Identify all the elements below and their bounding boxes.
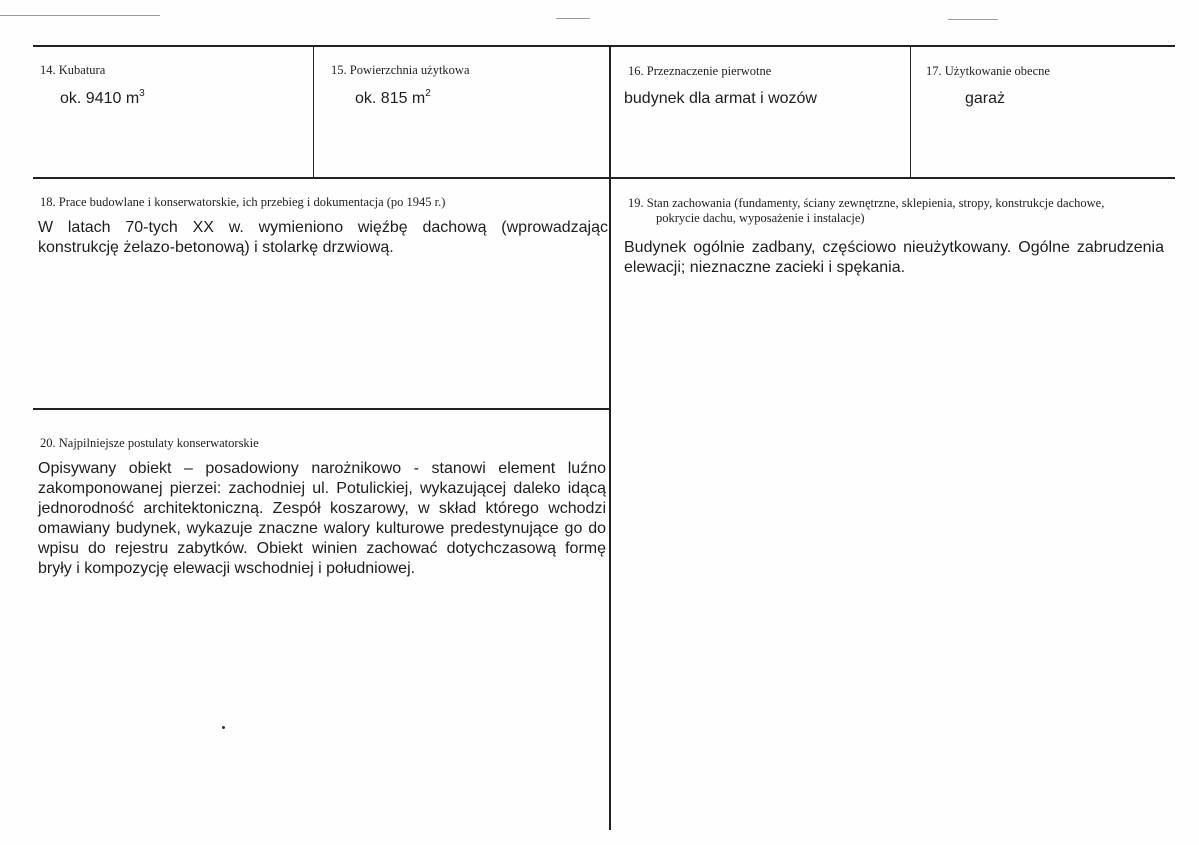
przeznaczenie-value: budynek dla armat i wozów: [624, 90, 817, 107]
section-18-bottom-border: [33, 408, 610, 410]
stan-value: Budynek ogólnie zadbany, częściowo nieużytkowany. Ogólne zabrudzenia elewacji; nieznaczne zacieki i spękania.: [624, 239, 1164, 276]
divider-16-17: [910, 45, 911, 178]
table-top-border: [33, 45, 1175, 47]
postulaty-label: 20. Najpilniejsze postulaty konserwatorskie: [40, 436, 259, 450]
row1-bottom-border: [33, 177, 1175, 179]
scan-speck: [222, 726, 225, 729]
stan-label: 19. Stan zachowania (fundamenty, ściany zewnętrzne, sklepienia, stropy, konstrukcje dachowe, pokrycie dachu, wyposażenie i instalacje): [628, 196, 1105, 225]
powierzchnia-unit-exponent: 2: [425, 88, 431, 99]
kubatura-value: [60, 89, 145, 109]
postulaty-value: Opisywany obiekt – posadowiony narożnikowo - stanowi element luźno zakomponowanej pierzei: zachodniej ul. Potulickiej, wykazującej daleko idącą jednorodność architektoniczną. Zespół koszarowy, w skład którego wchodzi omawiany budynek, wykazuje znaczne walory kulturowe predestynujące go do wpisu do rejestru zabytków. Obiekt winien zachować dotychczasową formę bryły i kompozycję elewacji wschodniej i południowej.: [38, 460, 606, 577]
divider-14-15: [313, 45, 314, 178]
powierzchnia-value-text: ok. 815 m: [355, 90, 426, 107]
przeznaczenie-label: 16. Przeznaczenie pierwotne: [628, 64, 772, 78]
divider-15-16: [609, 45, 611, 830]
powierzchnia-label: 15. Powierzchnia użytkowa: [331, 63, 470, 77]
kubatura-value-text: ok. 9410 m: [60, 90, 140, 107]
powierzchnia-value: [355, 89, 431, 109]
kubatura-label: 14. Kubatura: [40, 63, 106, 77]
top-scan-mark-right: [948, 19, 998, 20]
kubatura-unit-exponent: 3: [139, 88, 145, 99]
top-scan-mark-left: [0, 15, 160, 16]
prace-value: W latach 70-tych XX w. wymieniono więźbę dachową (wprowadzając konstrukcję żelazo-betonową) i stolarkę drzwiową.: [38, 219, 608, 256]
top-scan-mark-center: [556, 18, 590, 19]
uzytkowanie-label: 17. Użytkowanie obecne: [926, 64, 1050, 78]
uzytkowanie-value: garaż: [965, 90, 1006, 107]
prace-label: 18. Prace budowlane i konserwatorskie, ich przebieg i dokumentacja (po 1945 r.): [40, 195, 446, 209]
